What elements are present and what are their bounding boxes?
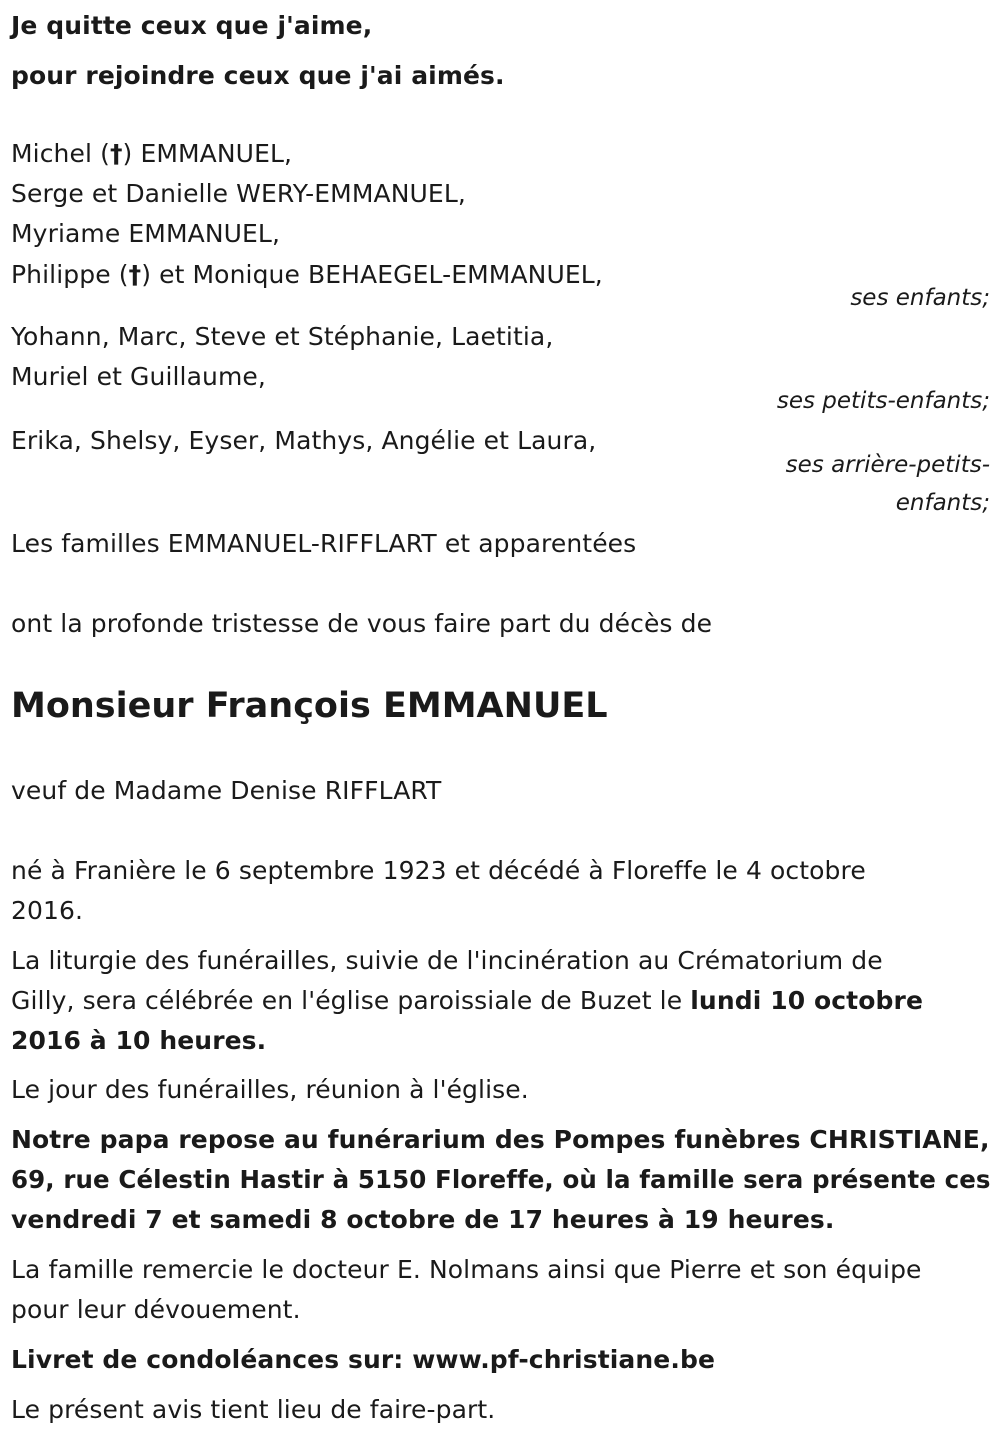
funeral-line-1: La liturgie des funérailles, suivie de l'incinération au Crématorium de [11,946,883,975]
birth-death-line-1: né à Franière le 6 septembre 1923 et décédé à Floreffe le 4 octobre [11,856,866,885]
grandchildren-line-2: Muriel et Guillaume, [11,362,266,391]
great-grandchildren-line: Erika, Shelsy, Eyser, Mathys, Angélie et Laura, [11,426,597,455]
role-great-grandchildren-2: enfants; [895,490,990,516]
child-michel-prefix: Michel ( [11,139,110,168]
cross-icon: † [109,139,123,168]
child-michel [11,134,292,174]
condolences-line: Livret de condoléances sur: www.pf-christiane.be [11,1345,715,1374]
cross-icon: † [128,260,142,289]
deceased-name: Monsieur François EMMANUEL [11,686,608,726]
role-grandchildren: ses petits-enfants; [776,388,990,414]
child-philippe [11,255,603,295]
announcement-line: ont la profonde tristesse de vous faire part du décès de [11,609,713,638]
child-myriame: Myriame EMMANUEL, [11,219,280,248]
widower-line: veuf de Madame Denise RIFFLART [11,776,442,805]
birth-death-line-2: 2016. [11,896,84,925]
funerarium-line-3: vendredi 7 et samedi 8 octobre de 17 heures à 19 heures. [11,1205,835,1234]
meeting-line: Le jour des funérailles, réunion à l'église. [11,1075,529,1104]
quote-line-2: pour rejoindre ceux que j'ai aimés. [11,61,505,90]
notice-line: Le présent avis tient lieu de faire-part. [11,1395,496,1424]
child-serge: Serge et Danielle WERY-EMMANUEL, [11,179,466,208]
funeral-date: lundi 10 octobre [690,986,923,1015]
funeral-line-2-text: Gilly, sera célébrée en l'église paroissiale de Buzet le [11,986,691,1015]
child-philippe-suffix: ) et Monique BEHAEGEL-EMMANUEL, [141,260,603,289]
role-great-grandchildren-1: ses arrière-petits- [785,452,990,478]
child-philippe-prefix: Philippe ( [11,260,129,289]
quote-line-1: Je quitte ceux que j'aime, [11,11,373,40]
families-line: Les familles EMMANUEL-RIFFLART et apparentées [11,529,637,558]
child-michel-suffix: ) EMMANUEL, [122,139,293,168]
thanks-line-2: pour leur dévouement. [11,1295,301,1324]
funerarium-line-2: 69, rue Célestin Hastir à 5150 Floreffe, où la famille sera présente ces [11,1165,991,1194]
grandchildren-line-1: Yohann, Marc, Steve et Stéphanie, Laetitia, [11,322,554,351]
role-children: ses enfants; [850,285,990,311]
thanks-line-1: La famille remercie le docteur E. Nolmans ainsi que Pierre et son équipe [11,1255,922,1284]
funerarium-line-1: Notre papa repose au funérarium des Pompes funèbres CHRISTIANE, [11,1125,990,1154]
funeral-time: 2016 à 10 heures. [11,1026,267,1055]
funeral-line-2 [11,981,923,1021]
